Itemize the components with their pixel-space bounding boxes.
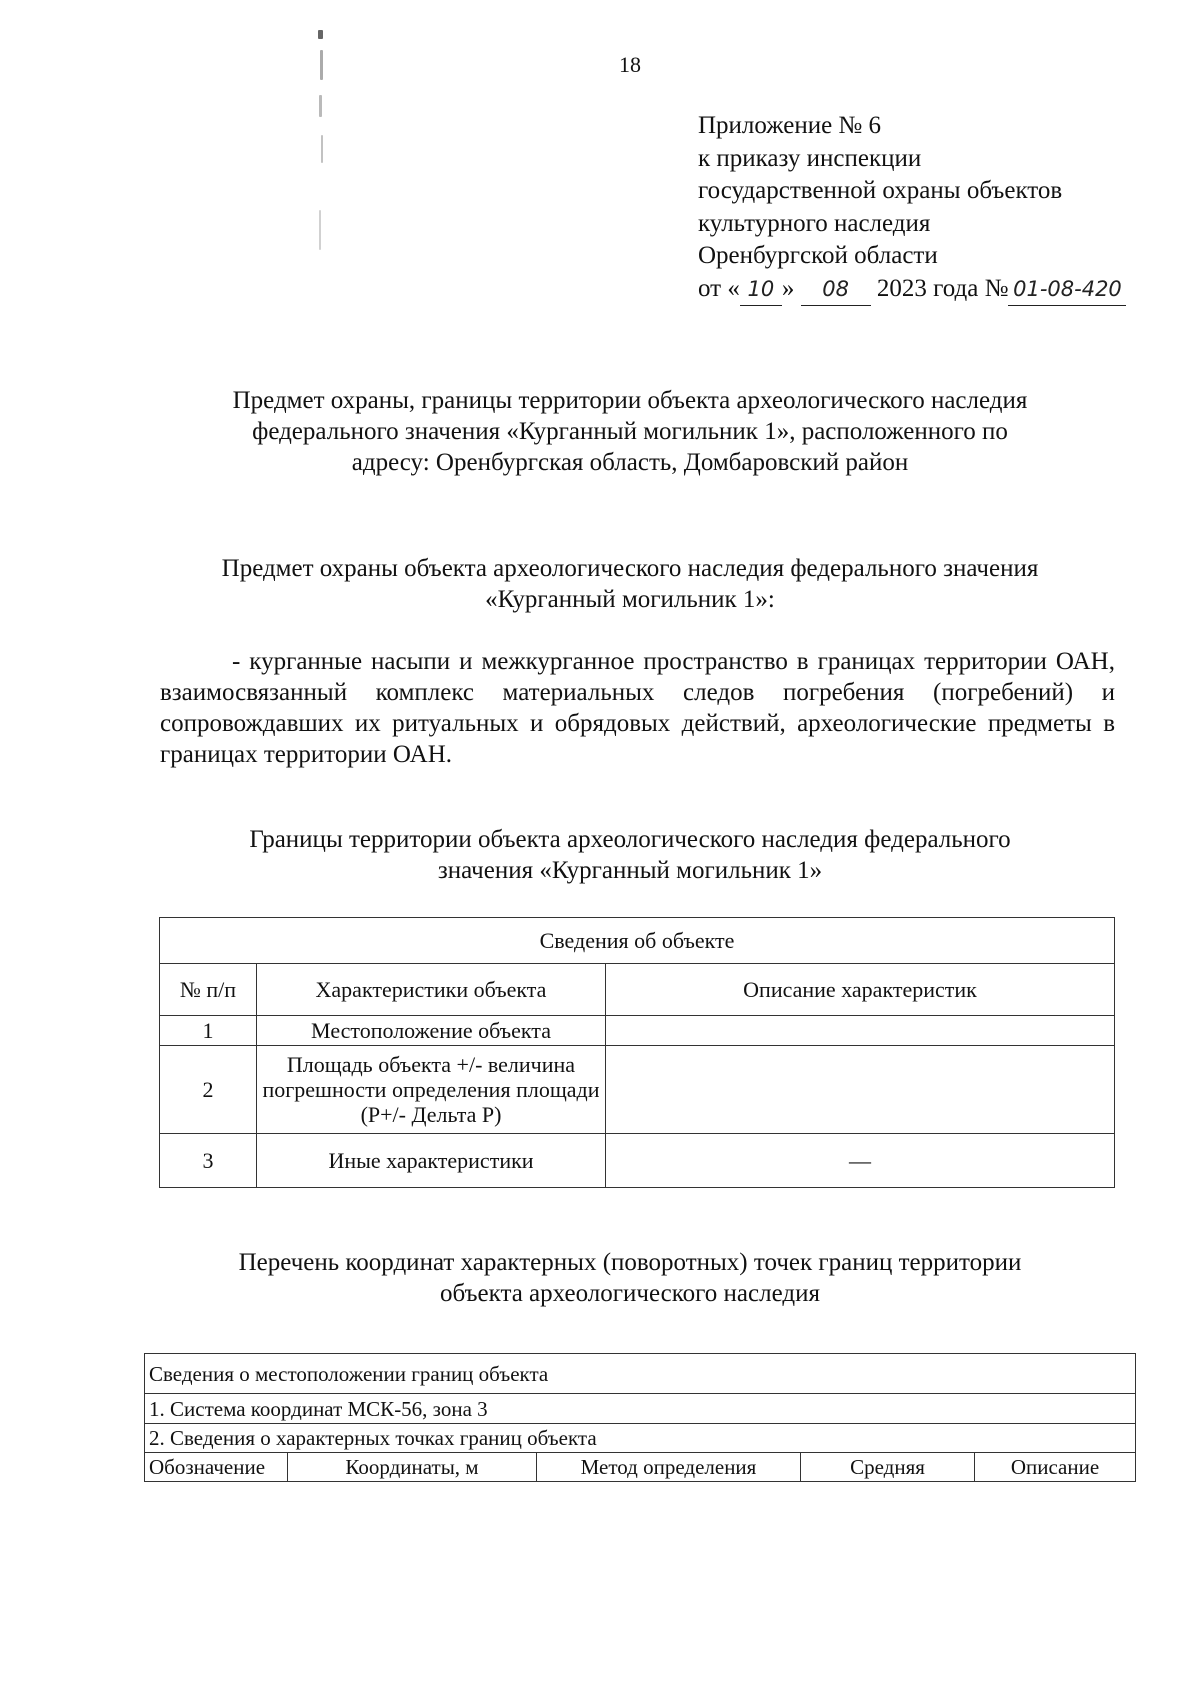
header-characteristics: Характеристики объекта: [257, 964, 606, 1016]
coords-location-row: Сведения о местоположении границ объекта: [145, 1354, 1136, 1394]
table-row: [160, 1046, 1115, 1134]
row-num: 1: [160, 1016, 257, 1046]
row-characteristic: Иные характеристики: [257, 1134, 606, 1188]
protection-heading: [150, 553, 1110, 615]
coords-points-row: 2. Сведения о характерных точках границ объекта: [145, 1424, 1136, 1453]
scan-speck: [321, 135, 323, 163]
handwritten-day: 10: [740, 273, 782, 307]
title-line: Предмет охраны, границы территории объекта археологического наследия: [232, 387, 1028, 414]
header-description: Описание характеристик: [606, 964, 1115, 1016]
date-year: 2023 года №: [876, 274, 1009, 302]
appendix-line: Оренбургской области: [698, 242, 938, 269]
col-average: Средняя: [801, 1453, 975, 1482]
header-num: № п/п: [160, 964, 257, 1016]
protection-text: [160, 646, 1115, 770]
row-num: 3: [160, 1134, 257, 1188]
main-title: [150, 385, 1110, 478]
table-row: [160, 1016, 1115, 1046]
col-coordinates: Координаты, м: [288, 1453, 537, 1482]
scan-speck: [318, 30, 323, 39]
col-designation: Обозначение: [145, 1453, 288, 1482]
scan-speck: [319, 210, 321, 250]
handwritten-number: 01-08-420: [1008, 273, 1126, 307]
row-characteristic: Площадь объекта +/- величина погрешности определения площади (P+/- Дельта P): [257, 1046, 606, 1134]
row-description: [606, 1016, 1115, 1046]
heading-line: Границы территории объекта археологического наследия федерального: [249, 826, 1011, 853]
title-line: адресу: Оренбургская область, Домбаровский район: [351, 449, 909, 476]
date-prefix: от «: [698, 274, 740, 302]
date-close: »: [781, 274, 795, 302]
heading-line: Предмет охраны объекта археологического наследия федерального значения: [221, 555, 1039, 582]
title-line: федерального значения «Курганный могильник 1», расположенного по: [252, 418, 1008, 445]
heading-line: значения «Курганный могильник 1»: [437, 857, 823, 884]
page-number: 18: [619, 52, 641, 77]
borders-heading: [150, 824, 1110, 886]
appendix-block: [698, 110, 1126, 306]
order-date-line: [698, 273, 1126, 307]
handwritten-month: 08: [801, 273, 871, 307]
table-row: [160, 1134, 1115, 1188]
appendix-line: культурного наследия: [698, 209, 931, 237]
heading-line: «Курганный могильник 1»:: [485, 586, 775, 613]
coordinates-table: [144, 1353, 1136, 1482]
appendix-line: к приказу инспекции: [698, 144, 922, 172]
col-description: Описание: [975, 1453, 1136, 1482]
protection-paragraph: - курганные насыпи и межкурганное пространство в границах территории ОАН, взаимосвязанный комплекс материальных следов погребения (погребений) и сопровождавших их ритуальных и обрядовых действий, археологические предметы в границах территории ОАН.: [160, 648, 1115, 768]
appendix-line: Приложение № 6: [698, 112, 882, 139]
coords-heading: [150, 1247, 1110, 1309]
row-description: [606, 1046, 1115, 1134]
row-description: —: [606, 1134, 1115, 1188]
row-num: 2: [160, 1046, 257, 1134]
appendix-line: государственной охраны объектов: [698, 177, 1063, 204]
col-method: Метод определения: [537, 1453, 801, 1482]
heading-line: объекта археологического наследия: [440, 1280, 820, 1307]
object-table-caption: Сведения об объекте: [160, 918, 1115, 964]
row-characteristic: Местоположение объекта: [257, 1016, 606, 1046]
object-info-table: [159, 917, 1115, 1188]
coords-system-row: 1. Система координат МСК-56, зона 3: [145, 1394, 1136, 1424]
heading-line: Перечень координат характерных (поворотных) точек границ территории: [238, 1249, 1022, 1276]
scan-speck: [319, 95, 322, 117]
